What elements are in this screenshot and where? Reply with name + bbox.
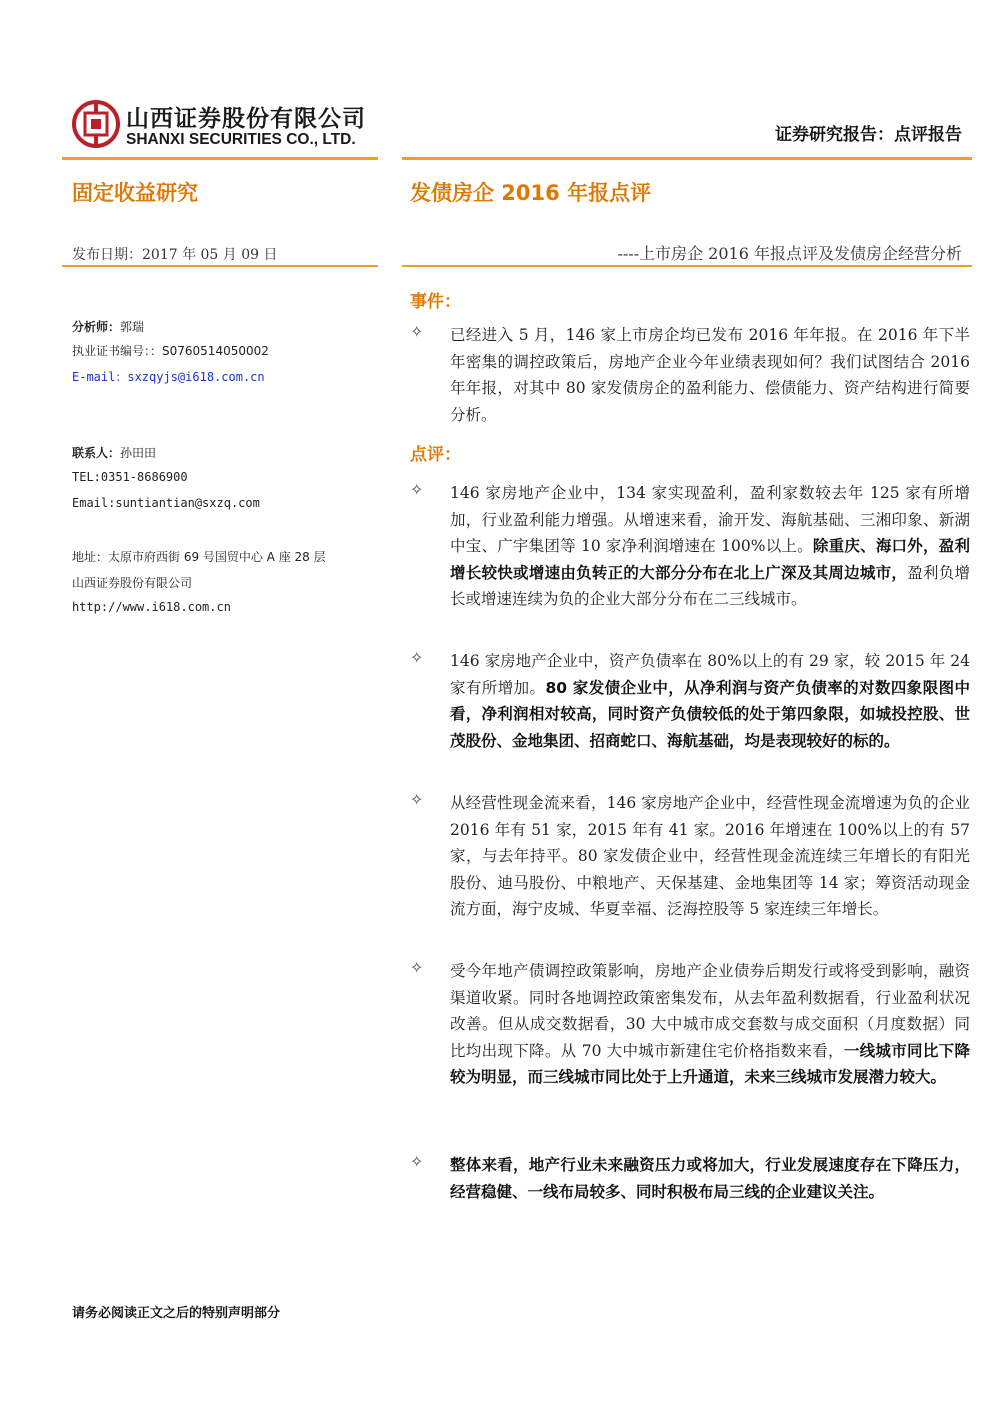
company-line: 山西证券股份有限公司 — [72, 576, 193, 590]
comment-item-4 — [410, 958, 970, 1138]
company-seal-icon — [72, 100, 120, 148]
report-title: 发债房企 2016 年报点评 — [410, 181, 652, 205]
bullet-icon: ✧ — [410, 648, 424, 667]
comment-item-1 — [410, 480, 970, 640]
disclaimer-note: 请务必阅读正文之后的特别声明部分 — [72, 1306, 281, 1321]
event-item — [410, 322, 970, 432]
company-name-en: SHANXI SECURITIES CO., LTD. — [126, 131, 356, 148]
event-heading: 事件： — [410, 292, 461, 312]
bullet-icon: ✧ — [410, 480, 424, 499]
contact — [72, 444, 156, 461]
comment-item-5 — [410, 1152, 970, 1242]
section-title: 固定收益研究 — [72, 181, 198, 205]
bullet-icon: ✧ — [410, 1152, 424, 1171]
report-type: 证券研究报告：点评报告 — [775, 125, 962, 145]
address: 地址：太原市府西街 69 号国贸中心 A 座 28 层 — [72, 550, 326, 564]
header-rule-left — [62, 157, 378, 160]
analyst — [72, 318, 144, 335]
comment-text-1: 146 家房地产企业中，134 家实现盈利，盈利家数较去年 125 家有所增加，行业盈利能力增强。从增速来看，渝开发、海航基础、三湘印象、新湖中宝、广宇集团等 10 家净利润增速在 100%以上。除重庆、海口外，盈利增长较快或增速由负转正的大部分分布在北上广深及其周边城市，盈利负增长或增速连续为负的企业大部分分布在二三线城市。 — [450, 484, 970, 608]
bullet-icon: ✧ — [410, 790, 424, 809]
bullet-icon: ✧ — [410, 322, 424, 341]
analyst-label: 分析师： — [72, 320, 121, 334]
contact-tel: TEL:0351-8686900 — [72, 470, 188, 484]
subheader-rule-left — [62, 265, 378, 267]
cert-label: 执业证书编号： — [72, 344, 151, 358]
comment-text-5: 整体来看，地产行业未来融资压力或将加大，行业发展速度存在下降压力，经营稳健、一线布局较多、同时积极布局三线的企业建议关注。 — [450, 1156, 970, 1201]
comment-text-4: 受今年地产债调控政策影响，房地产企业债券后期发行或将受到影响，融资渠道收紧。同时各地调控政策密集发布，从去年盈利数据看，行业盈利状况改善。但从成交数据看，30 大中城市成交套数与成交面积（月度数据）同比均出现下降。从 70 大中城市新建住宅价格指数来看，一线城市同比下降较为明显，而三线城市同比处于上升通道，未来三线城市发展潜力较大。 — [450, 962, 970, 1086]
contact-email: Email:suntiantian@sxzq.com — [72, 496, 260, 510]
bullet-icon: ✧ — [410, 958, 424, 977]
event-text: 已经进入 5 月，146 家上市房企均已发布 2016 年年报。在 2016 年下半年密集的调控政策后，房地产企业今年业绩表现如何？我们试图结合 2016 年年报，对其中 80 家发债房企的盈利能力、偿债能力、资产结构进行简要分析。 — [450, 326, 970, 424]
header-rule-right — [402, 157, 972, 160]
analyst-name: 郭瑞 — [120, 320, 145, 334]
analyst-email-link[interactable]: E-mail：sxzqyjs@i618.com.cn — [72, 370, 265, 384]
comment-text-3: 从经营性现金流来看，146 家房地产企业中，经营性现金流增速为负的企业 2016 年有 51 家，2015 年有 41 家。2016 年增速在 100%以上的有 57 家，与去年持平。80 家发债企业中，经营性现金流连续三年增长的有阳光股份、迪马股份、中粮地产、天保基建、金地集团等 14 家；筹资活动现金流方面，海宁皮城、华夏幸福、泛海控股等 5 家连续三年增长。 — [450, 794, 970, 918]
comment-heading: 点评： — [410, 445, 461, 465]
report-subtitle: ----上市房企 2016 年报点评及发债房企经营分析 — [617, 244, 962, 263]
publish-date: 发布日期：2017 年 05 月 09 日 — [72, 247, 278, 263]
subheader-rule-right — [402, 265, 972, 267]
comment-item-2 — [410, 648, 970, 778]
contact-name: 孙田田 — [120, 446, 157, 460]
company-name-cn: 山西证券股份有限公司 — [126, 106, 366, 132]
cert-value: ：S0760514050002 — [150, 344, 269, 358]
comment-item-3 — [410, 790, 970, 950]
website-link[interactable]: http://www.i618.com.cn — [72, 600, 231, 614]
contact-label: 联系人： — [72, 446, 121, 460]
cert-number — [72, 342, 269, 359]
comment-text-2: 146 家房地产企业中，资产负债率在 80%以上的有 29 家，较 2015 年 24 家有所增加。80 家发债企业中，从净利润与资产负债率的对数四象限图中看，净利润相对较高，同时资产负债较低的处于第四象限，如城投控股、世茂股份、金地集团、招商蛇口、海航基础，均是表现较好的标的。 — [450, 652, 970, 750]
